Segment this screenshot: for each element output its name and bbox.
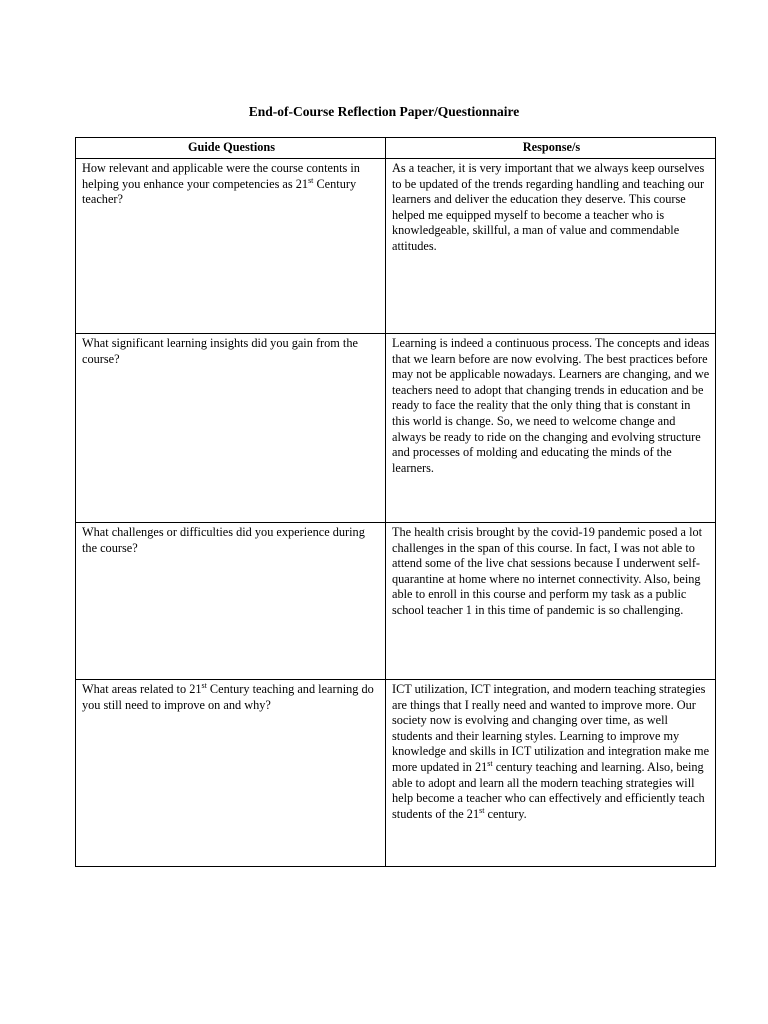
response-text: As a teacher, it is very important that we always keep ourselves to be updated of the trends regarding handling and teaching our learners and deliver the education they deserve. This course helped me equipped myself to become a teacher who is knowledgeable, skillful, a man of value and commendable attitudes. xyxy=(392,161,705,253)
question-text: What challenges or difficulties did you experience during the course? xyxy=(82,525,365,555)
response-text: The health crisis brought by the covid-19 pandemic posed a lot challenges in the span of this course. In fact, I was not able to attend some of the live chat sessions because I underwent self-quarantine at home where no internet connectivity. Also, being able to enroll in this course and perform my task as a public school teacher 1 in this time of pandemic is so challenging. xyxy=(392,525,703,617)
response-text: ICT utilization, ICT integration, and modern teaching strategies are things that I really need and wanted to improve more. Our society now is evolving and changing over time, as well students and their learning styles. Learning to improve my knowledge and skills in ICT utilization and integration make me more updated in 21st century teaching and learning. Also, being able to adopt and learn all the modern teaching strategies will help become a teacher who can effectively and efficiently teach students of the 21st century. xyxy=(392,682,710,821)
question-cell xyxy=(76,523,386,680)
question-text: How relevant and applicable were the course contents in helping you enhance your competencies as 21st Century teacher? xyxy=(82,161,360,207)
question-cell xyxy=(76,334,386,523)
table-row xyxy=(76,159,716,334)
response-cell xyxy=(386,334,716,523)
response-cell xyxy=(386,680,716,867)
table-row xyxy=(76,523,716,680)
response-cell xyxy=(386,523,716,680)
response-cell xyxy=(386,159,716,334)
question-text: What significant learning insights did you gain from the course? xyxy=(82,336,358,366)
header-guide-questions: Guide Questions xyxy=(76,138,386,159)
table-row xyxy=(76,680,716,867)
question-text: What areas related to 21st Century teaching and learning do you still need to improve on and why? xyxy=(82,680,374,712)
header-responses: Response/s xyxy=(386,138,716,159)
question-cell xyxy=(76,680,386,867)
table-header-row xyxy=(76,138,716,159)
reflection-table xyxy=(75,137,716,867)
document-title: End-of-Course Reflection Paper/Questionnaire xyxy=(248,104,520,119)
response-text: Learning is indeed a continuous process. The concepts and ideas that we learn before are now evolving. The best practices before may not be applicable nowadays. Learners are changing, and we teachers need to adopt that changing trends in education and be ready to face the reality that the only thing that is constant in this world is change. So, we need to welcome change and always be ready to ride on the changing and evolving structure and processes of molding and educating the minds of the learners. xyxy=(392,336,710,475)
table-row xyxy=(76,334,716,523)
question-cell xyxy=(76,159,386,334)
